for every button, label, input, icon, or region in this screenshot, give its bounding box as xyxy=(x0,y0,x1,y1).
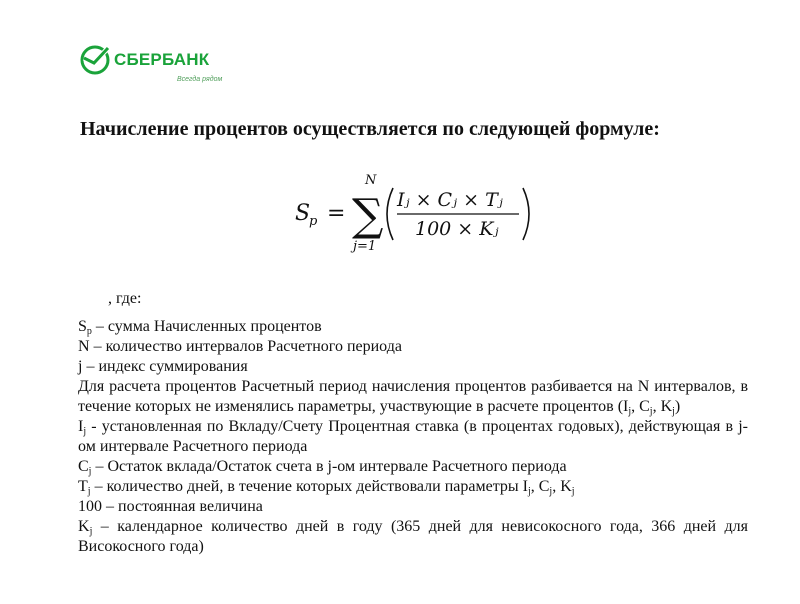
sberbank-mark-icon xyxy=(80,42,110,76)
definition-kj: $K_j$ – календарное количество дней в году (365 дней для невисокосного года, 366 дней для Високосного года) xyxy=(78,518,748,555)
page-heading: Начисление процентов осуществляется по следующей формуле: xyxy=(80,118,660,140)
formula-right-paren xyxy=(523,188,529,240)
definition-j: j – индекс суммирования xyxy=(78,358,248,375)
formula-sum-symbol: ∑ xyxy=(352,190,384,241)
formula-sum-upper: N xyxy=(365,173,377,188)
formula-sum-lower: j=1 xyxy=(353,239,377,254)
definition-intervals: Для расчета процентов Расчетный период начисления процентов разбивается на N интервалов, в течение которых не изменялись параметры, участвующие в расчете процентов ($I_j$, $C_j$, $K_j$) xyxy=(78,378,748,417)
formula-lhs-symbol: S xyxy=(295,201,311,226)
where-text: , где: xyxy=(108,290,142,307)
definition-ij: $I_j$ - установленная по Вкладу/Счету Процентная ставка (в процентах годовых), действующая в j-ом интервале Расчетного периода xyxy=(78,418,748,455)
formula-denominator: 100 × Kⱼ xyxy=(415,218,499,240)
formula-equals: = xyxy=(327,201,346,226)
definition-sp: $S_p$ – сумма Начисленных процентов xyxy=(78,318,322,337)
definitions-list xyxy=(78,317,748,557)
brand-name: СБЕРБАНК xyxy=(114,50,210,69)
formula-lhs-index: p xyxy=(309,214,318,229)
definition-100: 100 – постоянная величина xyxy=(78,498,263,515)
sberbank-logo xyxy=(80,42,240,92)
formula-left-paren xyxy=(387,188,393,240)
definition-n: N – количество интервалов Расчетного периода xyxy=(78,338,402,355)
definition-tj: $T_j$ – количество дней, в течение которых действовали параметры $I_j$, $C_j$, $K_j$ xyxy=(78,478,575,497)
definition-cj: $C_j$ – Остаток вклада/Остаток счета в j-ом интервале Расчетного периода xyxy=(78,458,567,477)
interest-formula xyxy=(285,168,545,258)
formula-numerator: Iⱼ × Cⱼ × Tⱼ xyxy=(397,189,503,211)
brand-slogan: Всегда рядом xyxy=(177,76,223,83)
